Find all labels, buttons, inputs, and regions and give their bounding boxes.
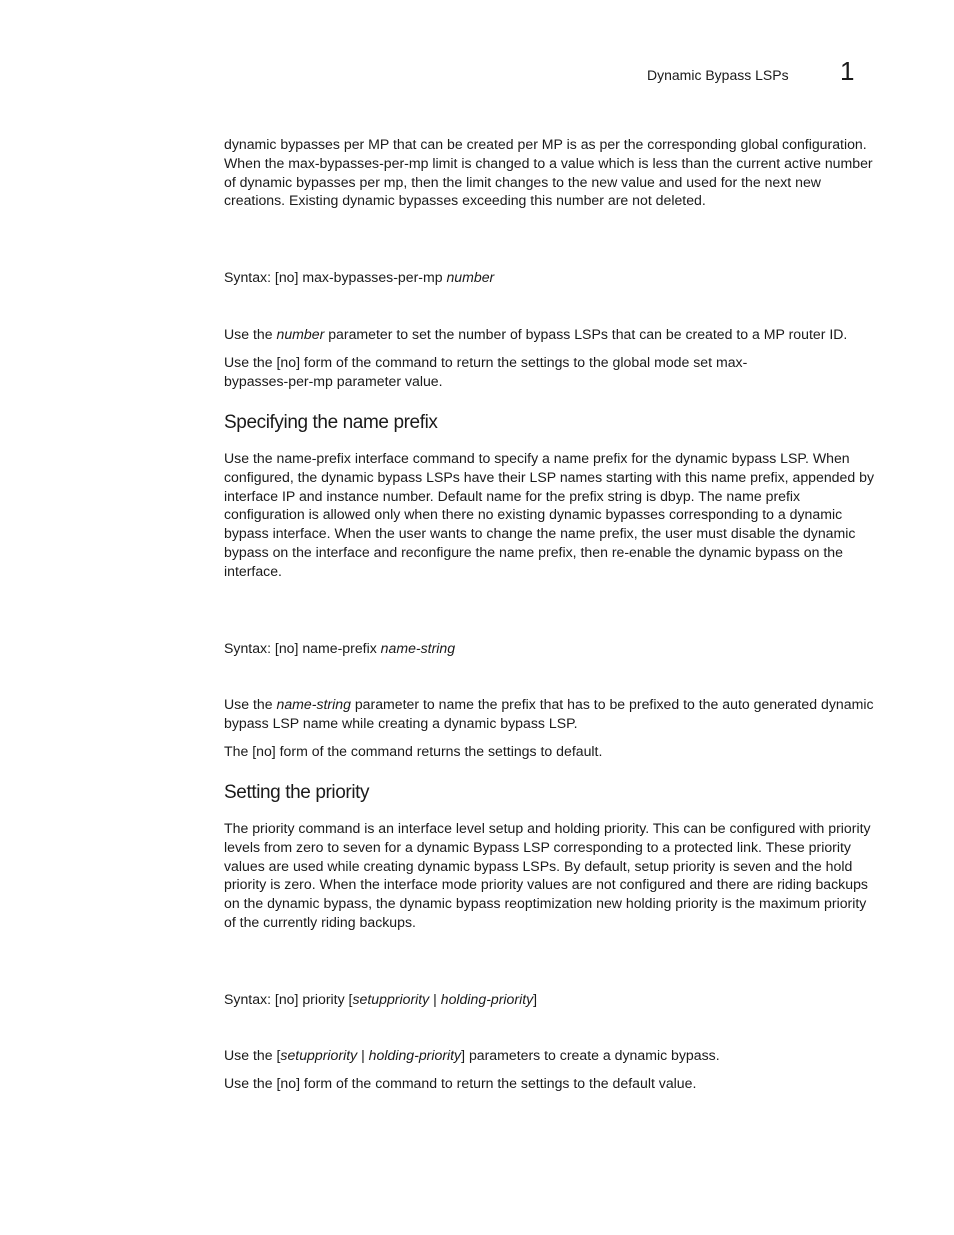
name-prefix-param-description xyxy=(224,695,876,733)
chapter-number: 1 xyxy=(840,56,855,86)
priority-no-form: Use the [no] form of the command to return the settings to the default value. xyxy=(224,1075,697,1091)
section-heading-priority: Setting the priority xyxy=(224,782,370,803)
text-run: ] parameters to create a dynamic bypass. xyxy=(461,1047,720,1063)
priority-param-description xyxy=(224,1046,876,1065)
name-prefix-no-form: The [no] form of the command returns the settings to default. xyxy=(224,743,603,759)
syntax-param: setuppriority xyxy=(352,991,430,1007)
section-heading-name-prefix: Specifying the name prefix xyxy=(224,412,438,433)
text-run: parameter to set the number of bypass LSPs that can be created to a MP router ID. xyxy=(324,326,848,342)
text-run: Use the xyxy=(224,326,277,342)
intro-paragraph: dynamic bypasses per MP that can be created per MP is as per the corresponding global configuration. When the max-bypasses-per-mp limit is changed to a value which is less than the current active number of dynamic bypasses per mp, then the limit changes to the new value and used for the next new creations. Existing dynamic bypasses exceeding this number are not deleted. xyxy=(224,136,873,209)
text-run: | xyxy=(357,1047,369,1063)
syntax-param: number xyxy=(446,269,495,285)
syntax-text: ] xyxy=(533,991,538,1007)
param-name: number xyxy=(276,326,325,342)
priority-body: The priority command is an interface level setup and holding priority. This can be configured with priority levels from zero to seven for a dynamic Bypass LSP corresponding to a protected link. These priority values are used while creating dynamic bypass LSPs. By default, setup priority is seven and the hold priority is zero. When the interface mode priority values are not configured and there are riding backups on the dynamic bypass, the dynamic bypass reoptimization new holding priority is the maximum priority of the currently riding backups. xyxy=(224,820,871,930)
max-bypass-no-form: Use the [no] form of the command to return the settings to the global mode set max-bypasses-per-mp parameter value. xyxy=(224,354,748,389)
priority-syntax xyxy=(224,990,876,1009)
max-bypass-param-description xyxy=(224,325,876,344)
syntax-param: holding-priority xyxy=(440,991,534,1007)
param-name: holding-priority xyxy=(368,1047,462,1063)
running-header-title: Dynamic Bypass LSPs xyxy=(647,67,789,83)
param-name: name-string xyxy=(276,696,351,712)
name-prefix-body: Use the name-prefix interface command to specify a name prefix for the dynamic bypass LSP. When configured, the dynamic bypass LSPs have their LSP names starting with this name prefix, appended by interface IP and instance number. Default name for the prefix string is dbyp. The name prefix configuration is allowed only when there no existing dynamic bypasses corresponding to a dynamic bypass interface. When the user wants to change the name prefix, the user must disable the dynamic bypass on the interface and reconfigure the name prefix, then re-enable the dynamic bypass on the interface. xyxy=(224,450,874,579)
syntax-text: Syntax: [no] name-prefix xyxy=(224,640,381,656)
param-name: setuppriority xyxy=(280,1047,358,1063)
text-run: parameter to name the prefix that has to be prefixed to the auto generated dynamic bypass LSP name while creating a dynamic bypass LSP. xyxy=(224,696,874,731)
syntax-text: Syntax: [no] priority [ xyxy=(224,991,353,1007)
syntax-text: Syntax: [no] max-bypasses-per-mp xyxy=(224,269,447,285)
name-prefix-syntax xyxy=(224,639,876,658)
syntax-separator: | xyxy=(429,991,441,1007)
syntax-param: name-string xyxy=(380,640,456,656)
text-run: Use the [ xyxy=(224,1047,281,1063)
text-run: Use the xyxy=(224,696,277,712)
max-bypass-syntax xyxy=(224,268,876,287)
